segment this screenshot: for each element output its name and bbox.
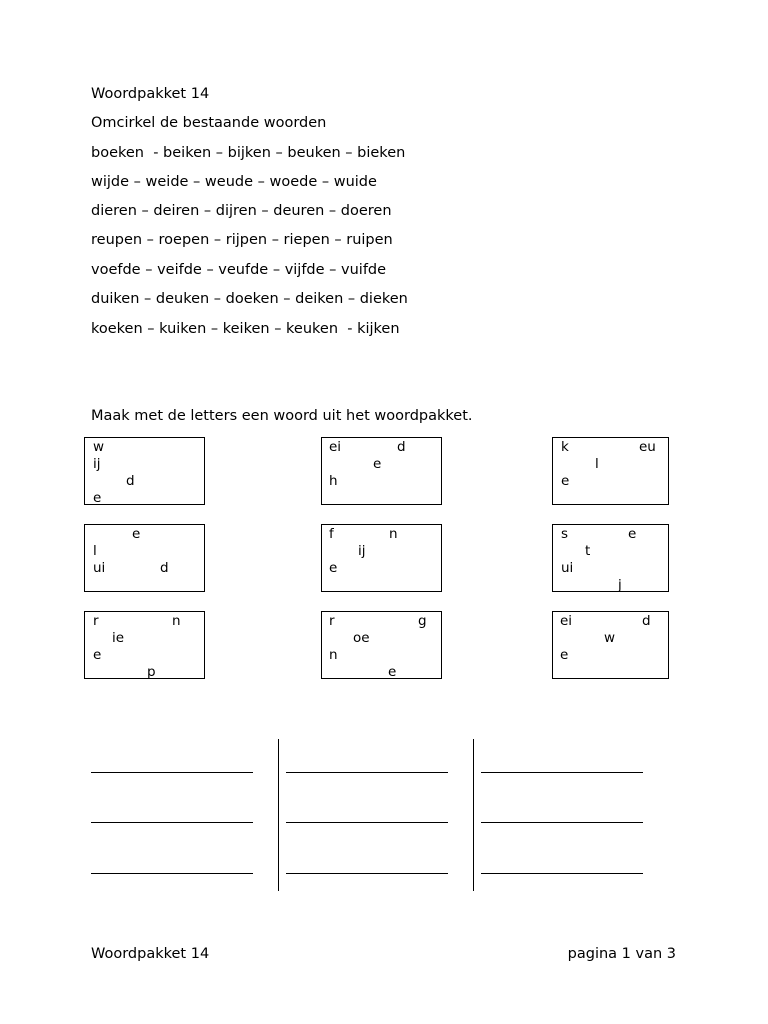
letter: n <box>329 647 338 663</box>
word-row: boeken - beiken – bijken – beuken – bieken <box>91 145 406 161</box>
letter: e <box>561 473 570 489</box>
answer-line[interactable] <box>286 873 448 874</box>
instruction-make-word: Maak met de letters een woord uit het woordpakket. <box>91 408 473 424</box>
letter-box <box>552 611 669 679</box>
letter: r <box>329 613 335 629</box>
column-divider <box>278 739 279 891</box>
word-row: voefde – veifde – veufde – vijfde – vuifde <box>91 262 387 278</box>
letter-box <box>321 524 442 592</box>
answer-line[interactable] <box>91 772 253 773</box>
page-number: pagina 1 van 3 <box>567 946 676 962</box>
letter: w <box>604 630 616 646</box>
letter: l <box>93 543 97 559</box>
letter: ij <box>93 456 101 472</box>
footer-title: Woordpakket 14 <box>91 946 210 962</box>
letter: ij <box>358 543 366 559</box>
answer-line[interactable] <box>481 822 643 823</box>
letter: ei <box>560 613 573 629</box>
letter-box <box>552 437 669 505</box>
letter: d <box>126 473 135 489</box>
letter: oe <box>353 630 370 646</box>
worksheet-title: Woordpakket 14 <box>91 86 210 102</box>
column-divider <box>473 739 474 891</box>
letter: e <box>628 526 637 542</box>
instruction-circle-words: Omcirkel de bestaande woorden <box>91 115 327 131</box>
letter: eu <box>639 439 656 455</box>
letter: e <box>93 647 102 663</box>
word-row: dieren – deiren – dijren – deuren – doeren <box>91 203 392 219</box>
answer-line[interactable] <box>481 873 643 874</box>
letter-box <box>552 524 669 592</box>
letter: e <box>388 664 397 680</box>
letter: t <box>585 543 591 559</box>
answer-line[interactable] <box>286 772 448 773</box>
answer-line[interactable] <box>91 822 253 823</box>
letter: d <box>397 439 406 455</box>
word-row: wijde – weide – weude – woede – wuide <box>91 174 377 190</box>
letter-box <box>84 524 205 592</box>
letter: g <box>418 613 427 629</box>
letter: n <box>389 526 398 542</box>
answer-line[interactable] <box>481 772 643 773</box>
answer-line[interactable] <box>286 822 448 823</box>
letter-box <box>321 611 442 679</box>
letter: e <box>93 490 102 506</box>
letter: e <box>560 647 569 663</box>
letter: ui <box>93 560 106 576</box>
letter: k <box>561 439 569 455</box>
letter: e <box>132 526 141 542</box>
letter: d <box>642 613 651 629</box>
answer-line[interactable] <box>91 873 253 874</box>
letter: ui <box>561 560 574 576</box>
letter: w <box>93 439 105 455</box>
word-row: reupen – roepen – rijpen – riepen – ruipen <box>91 232 393 248</box>
letter: d <box>160 560 169 576</box>
letter: h <box>329 473 338 489</box>
word-row: koeken – kuiken – keiken – keuken - kijken <box>91 321 400 337</box>
letter: s <box>561 526 569 542</box>
letter: ei <box>329 439 342 455</box>
letter: r <box>93 613 99 629</box>
letter: e <box>329 560 338 576</box>
letter-box <box>84 437 205 505</box>
letter-box <box>321 437 442 505</box>
letter-box <box>84 611 205 679</box>
letter: j <box>618 577 622 593</box>
letter: l <box>595 456 599 472</box>
letter: ie <box>112 630 125 646</box>
letter: n <box>172 613 181 629</box>
letter: f <box>329 526 334 542</box>
letter: e <box>373 456 382 472</box>
letter: p <box>147 664 156 680</box>
word-row: duiken – deuken – doeken – deiken – dieken <box>91 291 408 307</box>
